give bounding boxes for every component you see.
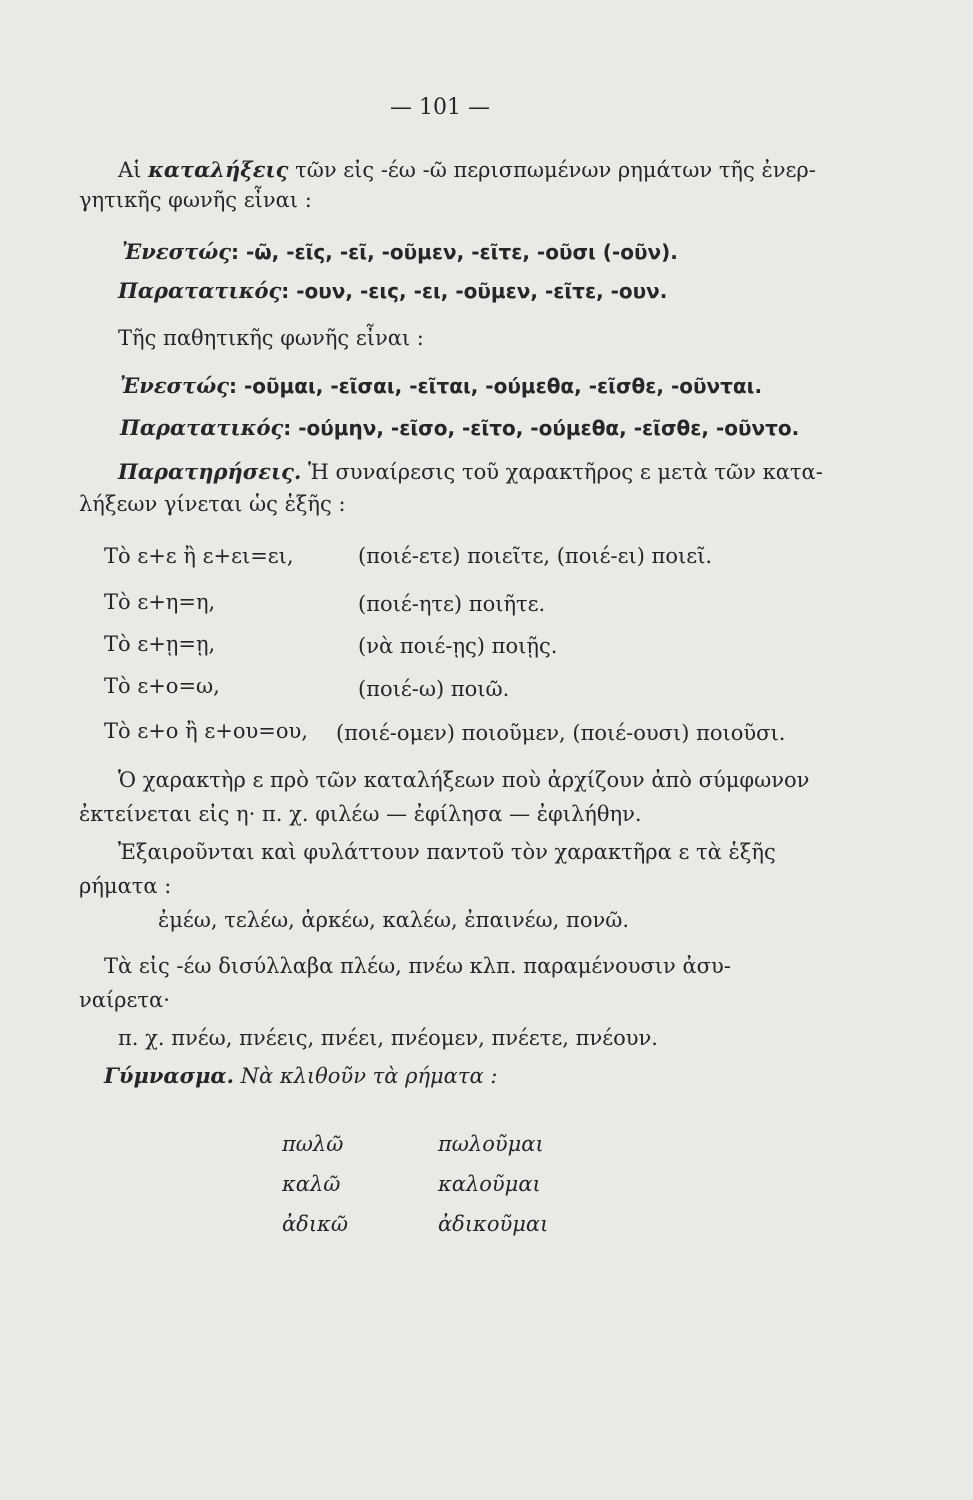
active-imperfect: Παρατατικός: -ουν, -εις, -ει, -οῦμεν, -εῖτε, -ουν. — [118, 278, 668, 303]
contraction-example: (ποιέ-ομεν) ποιοῦμεν, (ποιέ-ουσι) ποιοῦσι. — [336, 721, 786, 745]
contraction-example: (ποιέ-ετε) ποιεῖτε, (ποιέ-ει) ποιεῖ. — [358, 544, 713, 568]
character-note-line-2: ἐκτείνεται εἰς η· π. χ. φιλέω — ἐφίλησα — ἐφιλήθην. — [79, 802, 642, 826]
active-present: Ἐνεστώς: -ῶ, -εῖς, -εῖ, -οῦμεν, -εῖτε, -οῦσι (-οῦν). — [122, 239, 678, 264]
passive-present: Ἐνεστώς: -οῦμαι, -εῖσαι, -εῖται, -ούμεθα, -εῖσθε, -οῦνται. — [120, 373, 763, 398]
intro-line-2: γητικῆς φωνῆς εἶναι : — [79, 188, 312, 212]
contraction-rule: Τὸ ε+ῃ=ῃ, — [104, 632, 216, 656]
exceptions-verbs: ἐμέω, τελέω, ἀρκέω, καλέω, ἐπαινέω, πονῶ. — [158, 908, 630, 932]
passive-intro: Τῆς παθητικῆς φωνῆς εἶναι : — [118, 326, 424, 350]
contraction-rule: Τὸ ε+ο=ω, — [104, 674, 220, 698]
contraction-rule: Τὸ ε+η=η, — [104, 590, 216, 614]
exercise-verb-passive: πωλοῦμαι — [438, 1132, 544, 1156]
contraction-example: (ποιέ-ω) ποιῶ. — [358, 677, 510, 701]
exercise-verb-passive: ἀδικοῦμαι — [438, 1212, 549, 1236]
exercise-verb-active: καλῶ — [282, 1172, 341, 1196]
disyllabic-line-1: Τὰ εἰς -έω δισύλλαβα πλέω, πνέω κλπ. παραμένουσιν ἀσυ- — [104, 954, 731, 978]
disyllabic-example: π. χ. πνέω, πνέεις, πνέει, πνέομεν, πνέετε, πνέουν. — [118, 1026, 658, 1050]
exercise-verb-active: ἀδικῶ — [282, 1212, 348, 1236]
remarks-line-1: Παρατηρήσεις. Ἡ συναίρεσις τοῦ χαρακτῆρος ε μετὰ τῶν κατα- — [118, 459, 823, 484]
intro-line-1 — [118, 156, 854, 184]
intro-line-1-text: Αἱ καταλήξεις τῶν εἰς -έω -ῶ περισπωμένων ρημάτων τῆς ἐνερ- — [118, 157, 816, 182]
contraction-rule: Τὸ ε+ε ἢ ε+ει=ει, — [104, 544, 294, 568]
exceptions-line-1: Ἐξαιροῦνται καὶ φυλάττουν παντοῦ τὸν χαρακτῆρα ε τὰ ἑξῆς — [118, 840, 776, 864]
exercise-verb-passive: καλοῦμαι — [438, 1172, 541, 1196]
disyllabic-line-2: ναίρετα· — [79, 988, 170, 1012]
exercise-verb-active: πωλῶ — [282, 1132, 344, 1156]
character-note-line-1: Ὁ χαρακτὴρ ε πρὸ τῶν καταλήξεων ποὺ ἀρχίζουν ἀπὸ σύμφωνον — [118, 768, 810, 792]
remarks-line-2: λήξεων γίνεται ὡς ἑξῆς : — [79, 492, 346, 516]
exercise-heading: Γύμνασμα. Νὰ κλιθοῦν τὰ ρήματα : — [104, 1063, 498, 1088]
page-number: — 101 — — [390, 95, 490, 120]
passive-imperfect: Παρατατικός: -ούμην, -εῖσο, -εῖτο, -ούμεθα, -εῖσθε, -οῦντο. — [120, 415, 800, 440]
contraction-example: (ποιέ-ητε) ποιῆτε. — [358, 592, 546, 616]
contraction-example: (νὰ ποιέ-ῃς) ποιῇς. — [358, 634, 558, 658]
contraction-rule: Τὸ ε+ο ἢ ε+ου=ου, — [104, 719, 308, 743]
exceptions-line-2: ρήματα : — [79, 874, 172, 898]
